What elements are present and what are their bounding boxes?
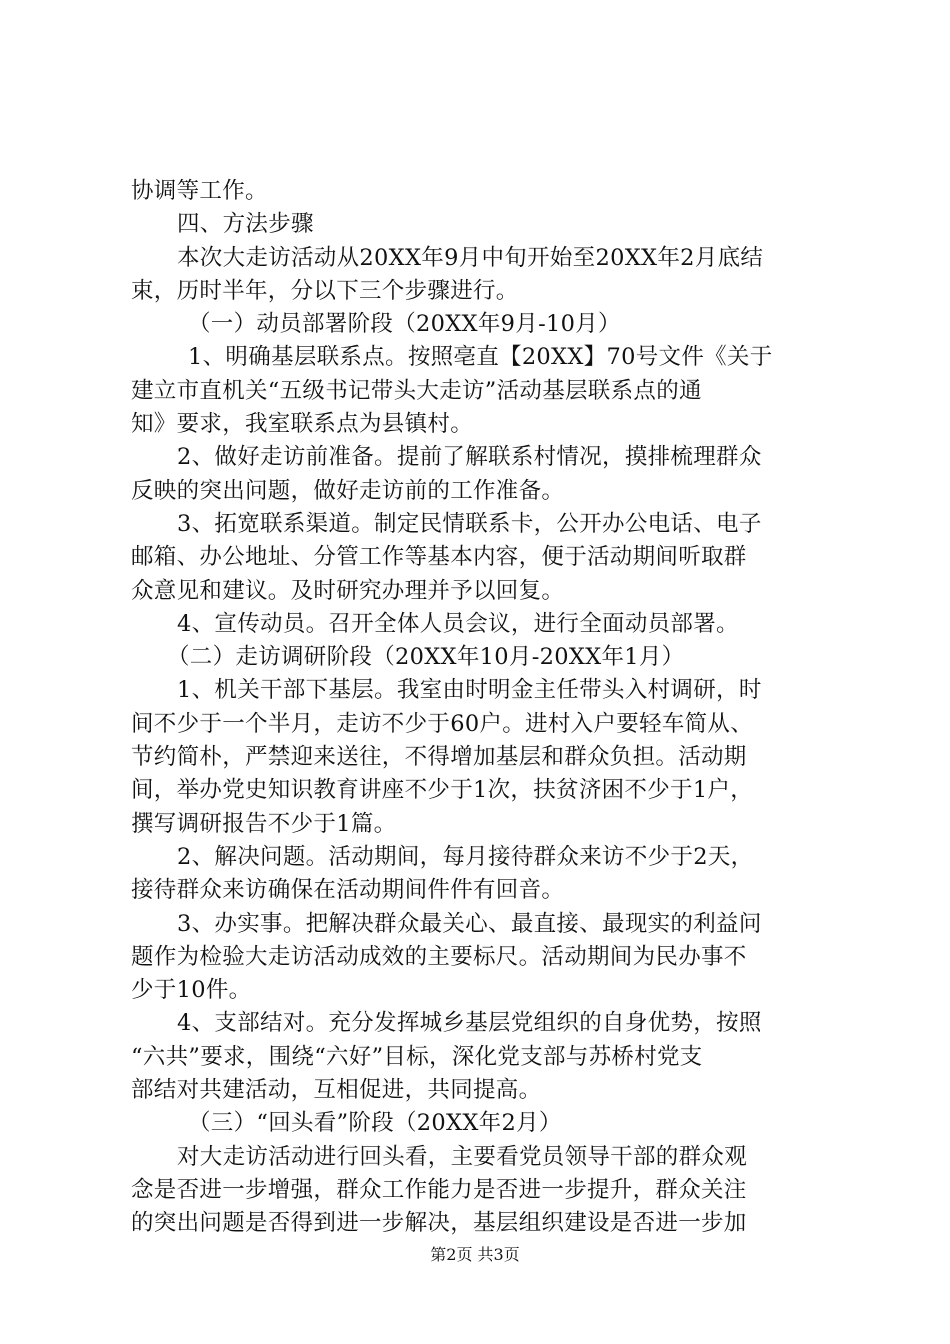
subsection-heading: （一）动员部署阶段（20XX年9月-10月） [188,311,621,338]
text-line: 部结对共建活动，互相促进，共同提高。 [131,1077,542,1104]
text-line: 2、做好走访前准备。提前了解联系村情况，摸排梳理群众 [177,444,762,471]
text-line: 反映的突出问题，做好走访前的工作准备。 [131,477,565,504]
text-line: 协调等工作。 [131,178,268,204]
text-line: 撰写调研报告不少于1篇。 [131,810,397,837]
text-line: 建立市直机关“五级书记带头大走访”活动基层联系点的通 [131,377,702,404]
document-body [131,175,831,1241]
text-line: 本次大走访活动从20XX年9月中旬开始至20XX年2月底结 [177,244,764,271]
text-line: 接待群众来访确保在活动期间件件有回音。 [131,877,565,904]
text-line: 间不少于一个半月，走访不少于60户。进村入户要轻车简从、 [131,710,754,737]
section-heading: 四、方法步骤 [177,211,314,238]
page-number-footer: 第2页 共3页 [430,1245,520,1264]
text-line: 众意见和建议。及时研究办理并予以回复。 [131,577,565,604]
text-line: 的突出问题是否得到进一步解决，基层组织建设是否进一步加 [131,1210,747,1237]
text-line: 2、解决问题。活动期间，每月接待群众来访不少于2天， [177,843,754,870]
text-line: 4、宣传动员。召开全体人员会议，进行全面动员部署。 [177,610,739,637]
text-line: 对大走访活动进行回头看，主要看党员领导干部的群众观 [177,1143,748,1170]
text-line: 3、拓宽联系渠道。制定民情联系卡，公开办公电话、电子 [177,510,762,537]
text-line: 1、机关干部下基层。我室由时明金主任带头入村调研，时 [177,677,762,704]
text-line: 4、支部结对。充分发挥城乡基层党组织的自身优势，按照 [177,1010,762,1037]
text-line: “六共”要求，围绕“六好”目标，深化党支部与苏桥村党支 [131,1043,703,1070]
text-line: 题作为检验大走访活动成效的主要标尺。活动期间为民办事不 [131,943,747,970]
text-line: 1、明确基层联系点。按照亳直【20XX】70号文件《关于 [188,344,773,371]
text-line: 少于10件。 [131,977,252,1004]
text-line: 3、办实事。把解决群众最关心、最直接、最现实的利益问 [177,910,762,937]
subsection-heading: （二）走访调研阶段（20XX年10月-20XX年1月） [167,644,685,671]
text-line: 知》要求，我室联系点为县镇村。 [131,411,474,438]
text-line: 节约简朴，严禁迎来送往，不得增加基层和群众负担。活动期 [131,744,747,771]
text-line: 念是否进一步增强，群众工作能力是否进一步提升，群众关注 [131,1176,747,1203]
text-line: 束，历时半年，分以下三个步骤进行。 [131,277,519,304]
subsection-heading: （三）“回头看”阶段（20XX年2月） [188,1110,562,1137]
text-line: 邮箱、办公地址、分管工作等基本内容，便于活动期间听取群 [131,544,747,571]
text-line: 间，举办党史知识教育讲座不少于1次，扶贫济困不少于1户， [131,777,754,804]
